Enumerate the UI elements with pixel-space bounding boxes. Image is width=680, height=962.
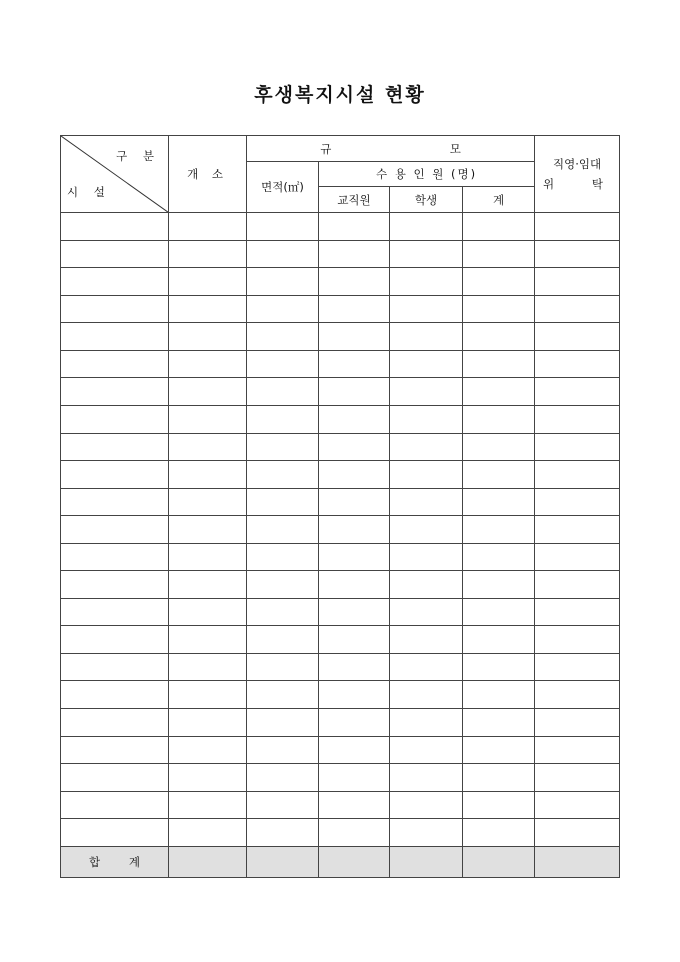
table-cell[interactable] <box>390 213 463 241</box>
table-cell[interactable] <box>169 708 247 736</box>
table-cell[interactable] <box>247 240 319 268</box>
table-cell[interactable] <box>61 378 169 406</box>
table-cell[interactable] <box>319 433 390 461</box>
subtotal-header: 계 <box>463 187 535 213</box>
table-cell[interactable] <box>463 268 535 296</box>
table-cell[interactable] <box>535 626 620 654</box>
table-cell[interactable] <box>463 240 535 268</box>
table-cell[interactable] <box>247 626 319 654</box>
table-cell[interactable] <box>463 708 535 736</box>
table-row <box>61 378 620 406</box>
table-cell[interactable] <box>390 653 463 681</box>
total-cell[interactable] <box>319 846 390 877</box>
table-row <box>61 268 620 296</box>
facility-label: 시 설 <box>67 185 111 200</box>
table-cell[interactable] <box>535 240 620 268</box>
table-cell[interactable] <box>463 295 535 323</box>
total-cell[interactable] <box>535 846 620 877</box>
table-cell[interactable] <box>169 213 247 241</box>
table-cell[interactable] <box>169 405 247 433</box>
table-cell[interactable] <box>463 819 535 847</box>
table-cell[interactable] <box>169 488 247 516</box>
table-cell[interactable] <box>61 626 169 654</box>
operation-label-a: 위 <box>543 177 555 192</box>
table-cell[interactable] <box>61 240 169 268</box>
table-cell[interactable] <box>463 791 535 819</box>
table-cell[interactable] <box>319 240 390 268</box>
table-cell[interactable] <box>61 433 169 461</box>
table-cell[interactable] <box>61 323 169 351</box>
table-cell[interactable] <box>390 626 463 654</box>
table-cell[interactable] <box>463 488 535 516</box>
table-cell[interactable] <box>169 653 247 681</box>
table-cell[interactable] <box>247 213 319 241</box>
table-cell[interactable] <box>535 516 620 544</box>
students-header: 학생 <box>390 187 463 213</box>
table-cell[interactable] <box>535 819 620 847</box>
table-row <box>61 543 620 571</box>
table-cell[interactable] <box>247 268 319 296</box>
table-row <box>61 240 620 268</box>
table-cell[interactable] <box>390 461 463 489</box>
table-cell[interactable] <box>535 764 620 792</box>
table-cell[interactable] <box>319 323 390 351</box>
table-cell[interactable] <box>319 819 390 847</box>
table-cell[interactable] <box>319 350 390 378</box>
facility-table <box>60 135 620 878</box>
scale-label-a: 규 <box>320 141 332 156</box>
table-cell[interactable] <box>319 681 390 709</box>
total-label-a: 합 <box>89 854 101 869</box>
table-cell[interactable] <box>319 571 390 599</box>
table-cell[interactable] <box>247 350 319 378</box>
table-cell[interactable] <box>247 295 319 323</box>
table-row <box>61 323 620 351</box>
table-cell[interactable] <box>535 791 620 819</box>
table-cell[interactable] <box>390 240 463 268</box>
table-cell[interactable] <box>319 708 390 736</box>
table-cell[interactable] <box>169 791 247 819</box>
table-cell[interactable] <box>535 571 620 599</box>
table-cell[interactable] <box>390 295 463 323</box>
table-cell[interactable] <box>390 791 463 819</box>
table-cell[interactable] <box>535 488 620 516</box>
table-cell[interactable] <box>169 736 247 764</box>
table-cell[interactable] <box>247 461 319 489</box>
table-cell[interactable] <box>535 350 620 378</box>
table-cell[interactable] <box>463 378 535 406</box>
staff-header: 교직원 <box>319 187 390 213</box>
table-cell[interactable] <box>169 378 247 406</box>
table-cell[interactable] <box>390 681 463 709</box>
table-cell[interactable] <box>319 516 390 544</box>
table-cell[interactable] <box>169 516 247 544</box>
table-cell[interactable] <box>169 350 247 378</box>
table-cell[interactable] <box>390 405 463 433</box>
table-cell[interactable] <box>61 819 169 847</box>
table-cell[interactable] <box>61 736 169 764</box>
capacity-header: 수 용 인 원 (명) <box>319 162 535 187</box>
table-cell[interactable] <box>463 681 535 709</box>
total-label-b: 계 <box>128 854 140 869</box>
total-cell[interactable] <box>169 846 247 877</box>
table-cell[interactable] <box>463 653 535 681</box>
table-cell[interactable] <box>61 350 169 378</box>
table-cell[interactable] <box>535 708 620 736</box>
table-cell[interactable] <box>535 213 620 241</box>
table-cell[interactable] <box>247 708 319 736</box>
total-row <box>61 846 620 877</box>
table-row <box>61 571 620 599</box>
table-cell[interactable] <box>535 268 620 296</box>
table-cell[interactable] <box>61 598 169 626</box>
table-cell[interactable] <box>169 681 247 709</box>
table-cell[interactable] <box>319 598 390 626</box>
category-label: 구 분 <box>116 149 160 163</box>
table-cell[interactable] <box>390 598 463 626</box>
scale-label-b: 모 <box>449 141 461 156</box>
operation-header <box>535 136 620 213</box>
table-cell[interactable] <box>319 378 390 406</box>
table-cell[interactable] <box>247 791 319 819</box>
table-cell[interactable] <box>390 819 463 847</box>
table-cell[interactable] <box>463 350 535 378</box>
table-row <box>61 819 620 847</box>
table-cell[interactable] <box>61 708 169 736</box>
table-cell[interactable] <box>390 543 463 571</box>
table-row <box>61 488 620 516</box>
table-cell[interactable] <box>61 571 169 599</box>
table-cell[interactable] <box>390 433 463 461</box>
count-header: 개 소 <box>169 136 247 213</box>
table-row <box>61 350 620 378</box>
table-row <box>61 213 620 241</box>
table-cell[interactable] <box>390 764 463 792</box>
table-row <box>61 516 620 544</box>
table-cell[interactable] <box>169 268 247 296</box>
table-cell[interactable] <box>61 213 169 241</box>
table-cell[interactable] <box>319 626 390 654</box>
table-cell[interactable] <box>463 433 535 461</box>
table-cell[interactable] <box>61 488 169 516</box>
table-cell[interactable] <box>61 681 169 709</box>
table-cell[interactable] <box>169 626 247 654</box>
scale-header <box>247 136 535 162</box>
table-row <box>61 764 620 792</box>
table-cell[interactable] <box>463 598 535 626</box>
table-cell[interactable] <box>535 736 620 764</box>
table-row <box>61 295 620 323</box>
table-cell[interactable] <box>535 653 620 681</box>
table-row <box>61 736 620 764</box>
total-cell[interactable] <box>463 846 535 877</box>
table-cell[interactable] <box>61 268 169 296</box>
table-cell[interactable] <box>247 653 319 681</box>
table-cell[interactable] <box>390 571 463 599</box>
table-cell[interactable] <box>319 405 390 433</box>
table-row <box>61 708 620 736</box>
table-cell[interactable] <box>61 791 169 819</box>
table-cell[interactable] <box>61 461 169 489</box>
table-cell[interactable] <box>169 571 247 599</box>
table-cell[interactable] <box>247 543 319 571</box>
table-cell[interactable] <box>463 213 535 241</box>
table-cell[interactable] <box>61 516 169 544</box>
table-row <box>61 681 620 709</box>
table-cell[interactable] <box>169 461 247 489</box>
table-cell[interactable] <box>535 323 620 351</box>
table-cell[interactable] <box>390 323 463 351</box>
area-header: 면적(㎡) <box>247 162 319 213</box>
table-cell[interactable] <box>390 268 463 296</box>
table-cell[interactable] <box>61 543 169 571</box>
table-cell[interactable] <box>463 516 535 544</box>
table-row <box>61 626 620 654</box>
total-cell[interactable] <box>390 846 463 877</box>
table-cell[interactable] <box>463 543 535 571</box>
page-title: 후생복지시설 현황 <box>254 84 426 106</box>
table-cell[interactable] <box>169 598 247 626</box>
table-cell[interactable] <box>463 764 535 792</box>
table-cell[interactable] <box>390 378 463 406</box>
table-cell[interactable] <box>169 433 247 461</box>
table-cell[interactable] <box>463 323 535 351</box>
table-cell[interactable] <box>319 295 390 323</box>
table-cell[interactable] <box>169 295 247 323</box>
table-cell[interactable] <box>247 764 319 792</box>
table-cell[interactable] <box>535 543 620 571</box>
table-cell[interactable] <box>61 764 169 792</box>
table-cell[interactable] <box>247 819 319 847</box>
table-cell[interactable] <box>390 736 463 764</box>
table-cell[interactable] <box>319 488 390 516</box>
table-cell[interactable] <box>319 543 390 571</box>
table-cell[interactable] <box>247 681 319 709</box>
table-row <box>61 653 620 681</box>
table-cell[interactable] <box>169 323 247 351</box>
table-cell[interactable] <box>169 764 247 792</box>
table-row <box>61 461 620 489</box>
table-row <box>61 598 620 626</box>
table-cell[interactable] <box>463 405 535 433</box>
table-cell[interactable] <box>247 488 319 516</box>
table-cell[interactable] <box>319 213 390 241</box>
table-cell[interactable] <box>247 433 319 461</box>
table-cell[interactable] <box>61 295 169 323</box>
table-cell[interactable] <box>319 736 390 764</box>
table-cell[interactable] <box>535 378 620 406</box>
table-cell[interactable] <box>247 323 319 351</box>
table-cell[interactable] <box>247 378 319 406</box>
table-cell[interactable] <box>247 736 319 764</box>
operation-label-b: 탁 <box>591 177 604 192</box>
table-cell[interactable] <box>169 819 247 847</box>
total-cell[interactable] <box>247 846 319 877</box>
table-cell[interactable] <box>390 708 463 736</box>
table-cell[interactable] <box>319 764 390 792</box>
table-cell[interactable] <box>390 516 463 544</box>
table-cell[interactable] <box>463 736 535 764</box>
table-row <box>61 791 620 819</box>
total-label <box>61 846 169 877</box>
table-cell[interactable] <box>61 653 169 681</box>
table-cell[interactable] <box>247 598 319 626</box>
table-cell[interactable] <box>535 405 620 433</box>
table-cell[interactable] <box>61 405 169 433</box>
table-cell[interactable] <box>247 516 319 544</box>
table-cell[interactable] <box>535 681 620 709</box>
table-cell[interactable] <box>463 571 535 599</box>
table-cell[interactable] <box>169 240 247 268</box>
table-cell[interactable] <box>535 598 620 626</box>
table-cell[interactable] <box>169 543 247 571</box>
table-cell[interactable] <box>390 350 463 378</box>
table-cell[interactable] <box>535 461 620 489</box>
table-cell[interactable] <box>463 626 535 654</box>
table-cell[interactable] <box>535 295 620 323</box>
table-cell[interactable] <box>535 433 620 461</box>
operation-label-line1: 직영·임대 <box>552 157 602 172</box>
table-row <box>61 405 620 433</box>
table-cell[interactable] <box>390 488 463 516</box>
diagonal-header-cell <box>61 136 169 213</box>
table-cell[interactable] <box>247 571 319 599</box>
table-cell[interactable] <box>319 461 390 489</box>
table-cell[interactable] <box>319 791 390 819</box>
table-cell[interactable] <box>463 461 535 489</box>
table-row <box>61 433 620 461</box>
table-cell[interactable] <box>319 653 390 681</box>
table-cell[interactable] <box>319 268 390 296</box>
table-cell[interactable] <box>247 405 319 433</box>
